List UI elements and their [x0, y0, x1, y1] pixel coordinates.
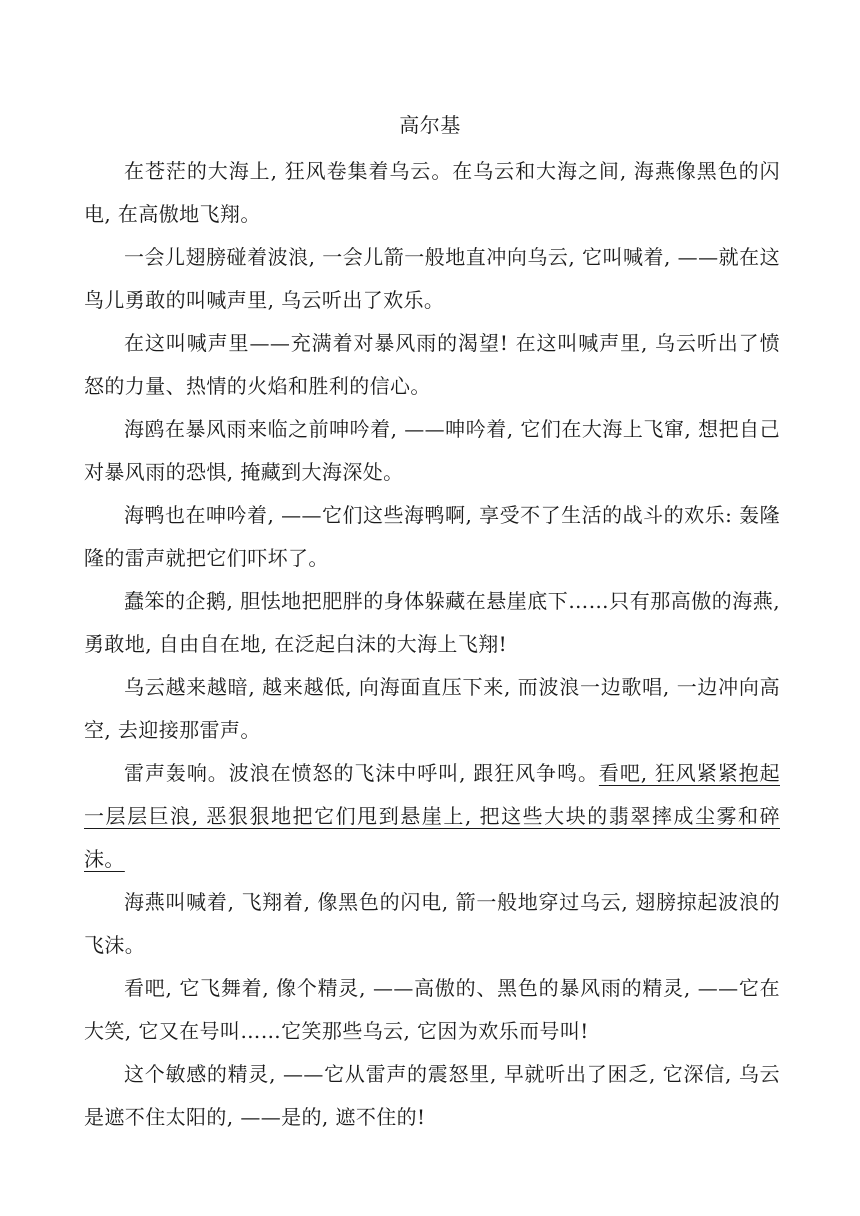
paragraph-11: [84, 1053, 780, 1139]
paragraph-text: 海燕叫喊着, 飞翔着, 像黑色的闪电, 箭一般地穿过乌云, 翅膀掠起波浪的飞沫。: [84, 890, 780, 957]
author-name: 高尔基: [399, 113, 461, 137]
paragraph-text: 在苍茫的大海上, 狂风卷集着乌云。在乌云和大海之间, 海燕像黑色的闪电, 在高傲地飞翔。: [84, 159, 780, 226]
paragraph-2: [84, 236, 780, 322]
paragraph-10: [84, 967, 780, 1053]
paragraph-text: 这个敏感的精灵, ——它从雷声的震怒里, 早就听出了困乏, 它深信, 乌云是遮不住太阳的, ——是的, 遮不住的!: [84, 1062, 780, 1129]
paragraph-6: [84, 580, 780, 666]
paragraph-text: 海鸥在暴风雨来临之前呻吟着, ——呻吟着, 它们在大海上飞窜, 想把自己对暴风雨的恐惧, 掩藏到大海深处。: [84, 417, 780, 484]
paragraph-text: 蠢笨的企鹅, 胆怯地把肥胖的身体躲藏在悬崖底下……只有那高傲的海燕, 勇敢地, 自由自在地, 在泛起白沫的大海上飞翔!: [84, 589, 780, 656]
paragraph-7: [84, 666, 780, 752]
paragraph-1: [84, 150, 780, 236]
paragraph-5: [84, 494, 780, 580]
document-body: [84, 150, 780, 1139]
paragraph-8: [84, 752, 780, 881]
paragraph-4: [84, 408, 780, 494]
paragraph-text: 乌云越来越暗, 越来越低, 向海面直压下来, 而波浪一边歌唱, 一边冲向高空, 去迎接那雷声。: [84, 675, 780, 742]
paragraph-text: 一会儿翅膀碰着波浪, 一会儿箭一般地直冲向乌云, 它叫喊着, ——就在这鸟儿勇敢的叫喊声里, 乌云听出了欢乐。: [84, 245, 780, 312]
paragraph-3: [84, 322, 780, 408]
paragraph-text: 雷声轰响。波浪在愤怒的飞沫中呼叫, 跟狂风争鸣。: [124, 761, 599, 785]
paragraph-text: 海鸭也在呻吟着, ——它们这些海鸭啊, 享受不了生活的战斗的欢乐: 轰隆隆的雷声就把它们吓坏了。: [84, 503, 780, 570]
paragraph-text: 看吧, 它飞舞着, 像个精灵, ——高傲的、黑色的暴风雨的精灵, ——它在大笑, 它又在号叫……它笑那些乌云, 它因为欢乐而号叫!: [84, 976, 780, 1043]
underlined-sentence: 看吧, 狂风紧紧抱起一层层巨浪, 恶狠狠地把它们甩到悬崖上, 把这些大块的翡翠摔成尘雾和碎沫。: [84, 761, 780, 871]
paragraph-9: [84, 881, 780, 967]
paragraph-text: 在这叫喊声里——充满着对暴风雨的渴望! 在这叫喊声里, 乌云听出了愤怒的力量、热情的火焰和胜利的信心。: [84, 331, 780, 398]
